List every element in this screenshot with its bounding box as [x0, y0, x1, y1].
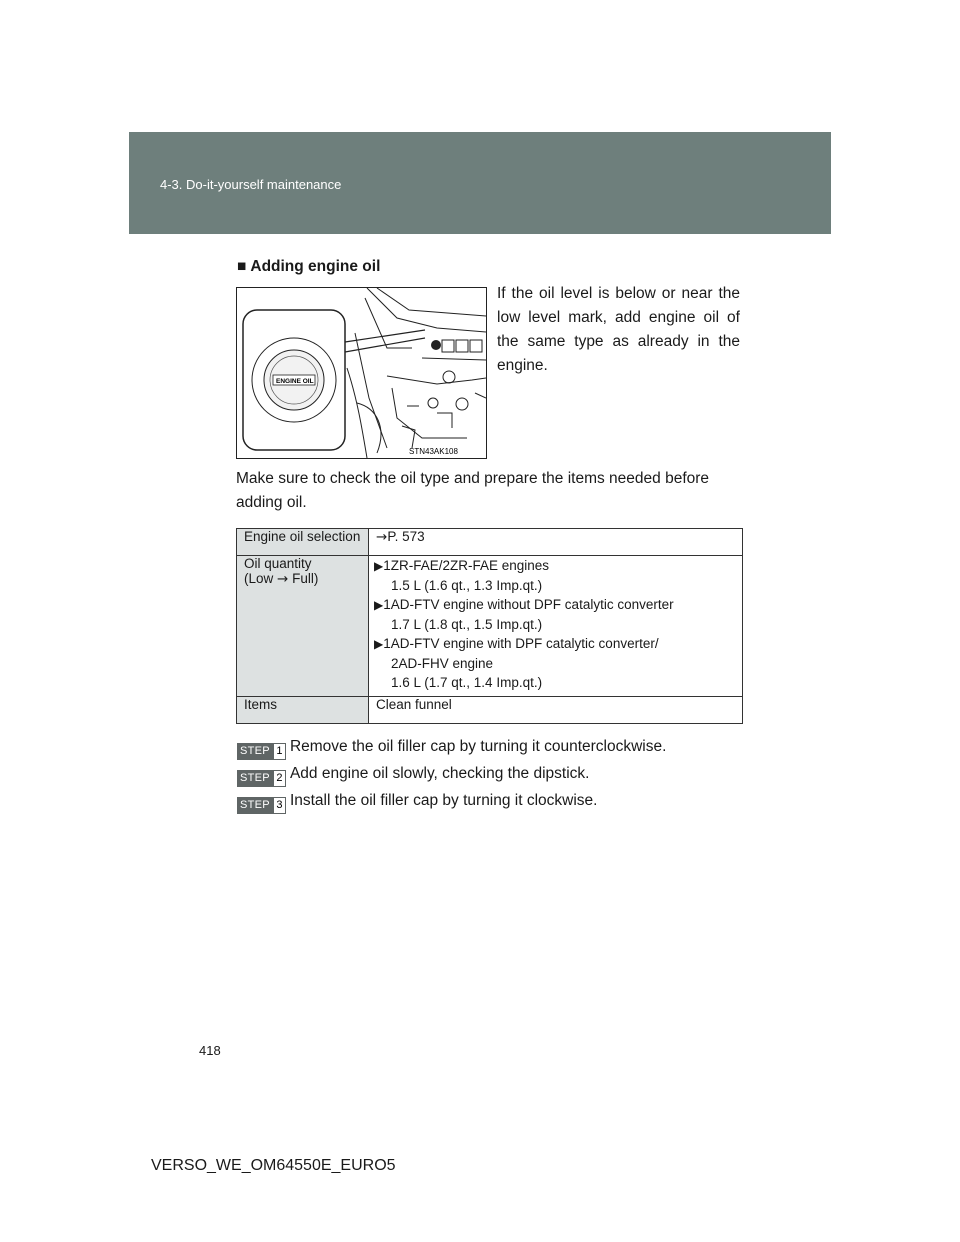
step-badge — [237, 770, 286, 787]
step-text: Install the oil filler cap by turning it clockwise. — [289, 792, 598, 809]
step-badge-number: 2 — [273, 770, 286, 787]
table-label-oil-quantity — [237, 556, 369, 697]
header-band — [129, 132, 831, 234]
table-label-items: Items — [237, 697, 369, 724]
label-line — [244, 571, 361, 587]
step-badge-label: STEP — [237, 770, 273, 787]
step-item — [237, 792, 598, 814]
engine-illustration — [236, 287, 487, 459]
triangle-marker-icon: ▶ — [374, 598, 384, 612]
table-row — [237, 697, 743, 724]
arrow-icon: → — [376, 529, 388, 545]
list-item — [376, 556, 735, 595]
preparation-paragraph: Make sure to check the oil type and prepare the items needed before adding oil. — [236, 470, 710, 511]
table-value-oil-selection — [369, 529, 743, 556]
oil-quantity: 1.7 L (1.8 qt., 1.5 Imp.qt.) — [391, 617, 543, 632]
label-text: (Low — [244, 571, 278, 586]
step-item — [237, 738, 666, 760]
engine-name: 2AD-FHV engine — [391, 656, 494, 671]
heading-title: Adding engine oil — [250, 258, 381, 275]
table-value-items: Clean funnel — [369, 697, 743, 724]
engine-name: 1AD-FTV engine without DPF catalytic converter — [383, 597, 674, 612]
cap-label: ENGINE OIL — [276, 378, 314, 385]
step-badge-label: STEP — [237, 797, 273, 814]
oil-quantity: 1.5 L (1.6 qt., 1.3 Imp.qt.) — [391, 578, 543, 593]
list-item — [376, 634, 735, 692]
label-line: Oil quantity — [244, 556, 312, 571]
figure-code: STN43AK108 — [409, 447, 458, 456]
step-badge-number: 1 — [273, 743, 286, 760]
page-reference: P. 573 — [387, 529, 425, 544]
engine-name: 1ZR-FAE/2ZR-FAE engines — [383, 558, 550, 573]
engine-name: 1AD-FTV engine with DPF catalytic converter/ — [383, 636, 659, 651]
oil-spec-table — [236, 528, 743, 724]
intro-paragraph: If the oil level is below or near the low level mark, add engine oil of the same type as already in the engine. — [497, 285, 740, 374]
triangle-marker-icon: ▶ — [374, 637, 384, 651]
table-row — [237, 529, 743, 556]
section-heading — [237, 258, 380, 276]
step-badge-label: STEP — [237, 743, 273, 760]
step-item — [237, 765, 589, 787]
arrow-icon: → — [277, 571, 289, 587]
triangle-marker-icon: ▶ — [374, 559, 384, 573]
oil-quantity: 1.6 L (1.7 qt., 1.4 Imp.qt.) — [391, 675, 543, 690]
step-badge-number: 3 — [273, 797, 286, 814]
engine-bay-drawing — [237, 288, 486, 458]
table-value-oil-quantity — [369, 556, 743, 697]
label-text: Full) — [288, 571, 319, 586]
table-row — [237, 556, 743, 697]
step-text: Add engine oil slowly, checking the dipstick. — [289, 765, 590, 782]
document-code: VERSO_WE_OM64550E_EURO5 — [151, 1157, 396, 1174]
step-badge — [237, 797, 286, 814]
heading-bullet: ■ — [237, 258, 247, 275]
section-label: 4-3. Do-it-yourself maintenance — [160, 177, 342, 192]
list-item — [376, 595, 735, 634]
step-text: Remove the oil filler cap by turning it counterclockwise. — [289, 738, 667, 755]
step-badge — [237, 743, 286, 760]
page-number: 418 — [199, 1043, 221, 1058]
table-label-oil-selection: Engine oil selection — [237, 529, 369, 556]
